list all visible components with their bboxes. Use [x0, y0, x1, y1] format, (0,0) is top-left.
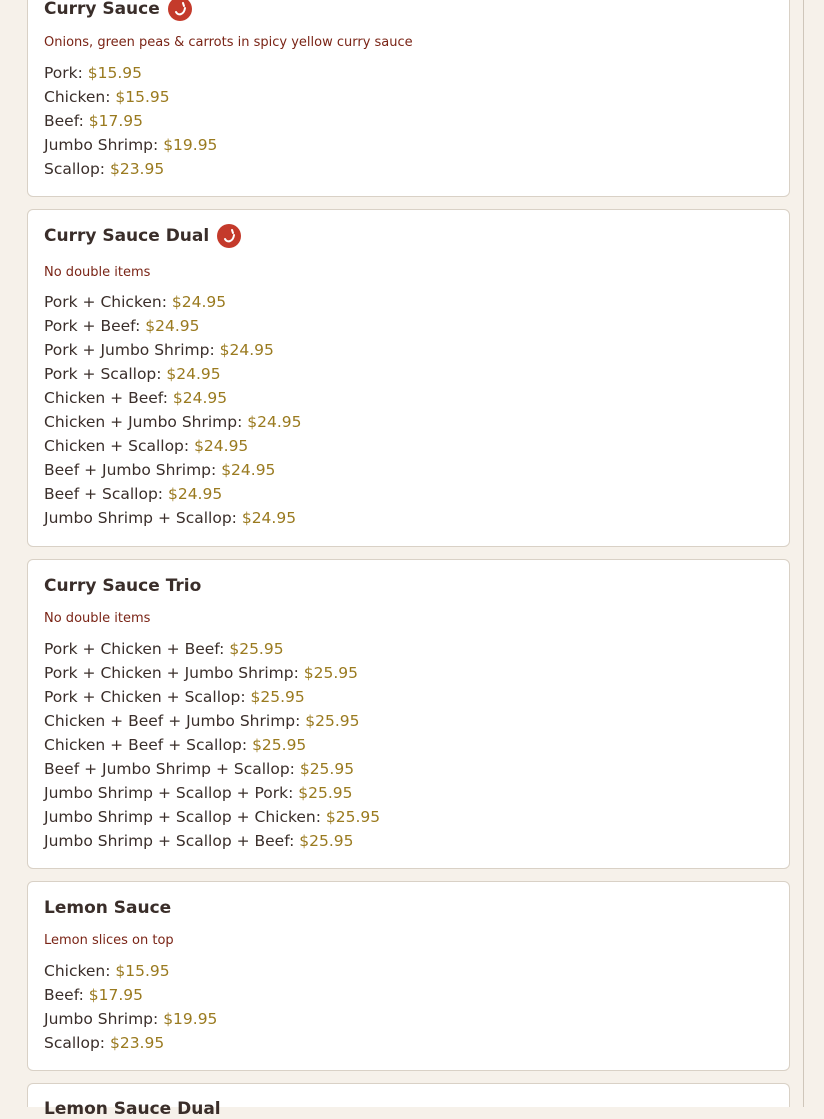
item-price: $19.95 [163, 1010, 218, 1028]
list-item [44, 733, 380, 757]
section-description: No double items [44, 265, 151, 280]
section-title [44, 224, 241, 248]
item-price: $25.95 [303, 664, 358, 682]
list-item [44, 805, 380, 829]
section-title-text: Curry Sauce [44, 0, 160, 19]
menu-section-lemon-sauce-dual [27, 1083, 790, 1119]
section-title-text: Curry Sauce Trio [44, 576, 202, 596]
item-name: Beef: [44, 112, 84, 130]
item-name: Pork + Scallop: [44, 365, 162, 383]
item-price: $24.95 [166, 365, 221, 383]
list-item [44, 338, 302, 362]
item-name: Chicken + Beef + Jumbo Shrimp: [44, 712, 301, 730]
item-list [44, 290, 302, 530]
item-name: Scallop: [44, 1034, 106, 1052]
item-price: $24.95 [172, 389, 228, 407]
item-name: Pork + Chicken + Jumbo Shrimp: [44, 664, 299, 682]
list-item [44, 61, 217, 85]
item-price: $25.95 [250, 688, 305, 706]
item-price: $24.95 [194, 437, 249, 455]
list-item [44, 829, 380, 853]
list-item [44, 482, 302, 506]
item-price: $25.95 [325, 808, 381, 826]
list-item [44, 1007, 217, 1031]
section-description: Onions, green peas & carrots in spicy yellow curry sauce [44, 35, 413, 50]
item-price: $24.95 [219, 341, 274, 359]
section-title [44, 898, 171, 918]
item-price: $25.95 [229, 640, 284, 658]
item-price: $19.95 [163, 136, 218, 154]
item-name: Jumbo Shrimp + Scallop + Pork: [44, 784, 294, 802]
item-name: Pork + Chicken + Scallop: [44, 688, 246, 706]
item-name: Beef + Jumbo Shrimp: [44, 461, 217, 479]
item-name: Pork: [44, 64, 83, 82]
item-price: $17.95 [88, 112, 144, 130]
menu-section-curry-sauce-dual [27, 209, 790, 547]
list-item [44, 983, 217, 1007]
list-item [44, 709, 380, 733]
item-list [44, 61, 217, 181]
item-name: Pork + Chicken: [44, 293, 167, 311]
list-item [44, 290, 302, 314]
item-price: $24.95 [247, 413, 302, 431]
list-item [44, 661, 380, 685]
item-name: Pork + Chicken + Beef: [44, 640, 225, 658]
item-price: $15.95 [115, 88, 170, 106]
list-item [44, 157, 217, 181]
list-item [44, 685, 380, 709]
item-price: $24.95 [167, 485, 223, 503]
item-list [44, 959, 217, 1055]
list-item [44, 1031, 217, 1055]
item-name: Pork + Beef: [44, 317, 141, 335]
item-price: $24.95 [171, 293, 227, 311]
item-name: Chicken + Beef + Scallop: [44, 736, 248, 754]
item-price: $23.95 [109, 1034, 165, 1052]
item-name: Pork + Jumbo Shrimp: [44, 341, 215, 359]
list-item [44, 362, 302, 386]
list-item [44, 757, 380, 781]
list-item [44, 434, 302, 458]
menu-section-curry-sauce-trio [27, 559, 790, 869]
item-price: $25.95 [305, 712, 360, 730]
item-name: Chicken: [44, 962, 111, 980]
item-name: Beef: [44, 986, 84, 1004]
item-price: $25.95 [298, 784, 353, 802]
item-name: Chicken + Jumbo Shrimp: [44, 413, 243, 431]
section-title [44, 0, 192, 21]
spicy-pepper-icon [217, 224, 241, 248]
item-price: $25.95 [299, 760, 355, 778]
list-item [44, 781, 380, 805]
item-name: Beef + Jumbo Shrimp + Scallop: [44, 760, 295, 778]
item-name: Jumbo Shrimp + Scallop + Chicken: [44, 808, 321, 826]
item-name: Scallop: [44, 160, 106, 178]
item-name: Chicken + Scallop: [44, 437, 190, 455]
list-item [44, 133, 217, 157]
item-list [44, 637, 380, 853]
section-title [44, 1099, 221, 1119]
scrollbar-track[interactable] [803, 0, 804, 1107]
item-price: $24.95 [221, 461, 276, 479]
menu-section-lemon-sauce [27, 881, 790, 1071]
list-item [44, 959, 217, 983]
section-title-text: Lemon Sauce [44, 898, 172, 918]
item-price: $17.95 [88, 986, 144, 1004]
item-name: Jumbo Shrimp: [44, 136, 159, 154]
item-price: $15.95 [115, 962, 170, 980]
item-price: $23.95 [109, 160, 165, 178]
item-price: $15.95 [87, 64, 143, 82]
spicy-pepper-icon [168, 0, 192, 21]
list-item [44, 637, 380, 661]
section-title-text: Lemon Sauce Dual [44, 1099, 221, 1119]
list-item [44, 506, 302, 530]
item-name: Jumbo Shrimp: [44, 1010, 159, 1028]
list-item [44, 386, 302, 410]
list-item [44, 410, 302, 434]
item-price: $24.95 [241, 509, 297, 527]
item-name: Chicken + Beef: [44, 389, 168, 407]
section-title [44, 576, 201, 596]
list-item [44, 109, 217, 133]
item-name: Beef + Scallop: [44, 485, 164, 503]
item-price: $24.95 [145, 317, 200, 335]
menu-section-curry-sauce [27, 0, 790, 197]
item-name: Jumbo Shrimp + Scallop: [44, 509, 237, 527]
list-item [44, 314, 302, 338]
section-description: No double items [44, 611, 151, 626]
item-price: $25.95 [252, 736, 307, 754]
item-name: Chicken: [44, 88, 111, 106]
section-description: Lemon slices on top [44, 933, 174, 948]
item-name: Jumbo Shrimp + Scallop + Beef: [44, 832, 295, 850]
list-item [44, 458, 302, 482]
section-title-text: Curry Sauce Dual [44, 226, 210, 246]
item-price: $25.95 [299, 832, 354, 850]
list-item [44, 85, 217, 109]
